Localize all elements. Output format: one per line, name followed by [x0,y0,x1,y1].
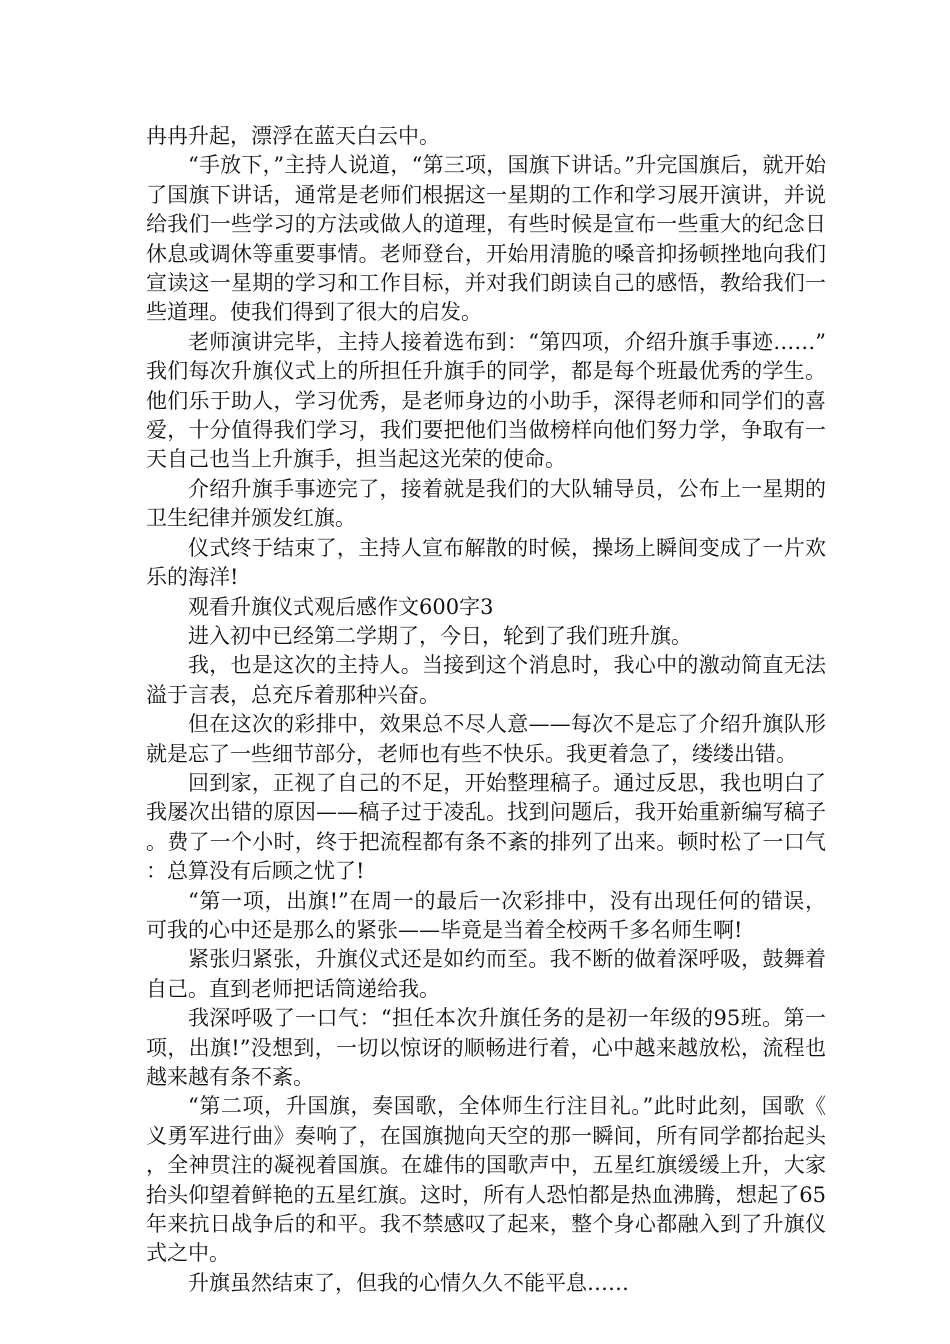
paragraph-rewrite-script: 回到家，正视了自己的不足，开始整理稿子。通过反思，我也明白了我屡次出错的原因——稿子过于凌乱。找到问题后，我开始重新编写稿子。费了一个小时，终于把流程都有条不紊的排列了出来。顿时松了一口气：总算没有后顾之忧了! [146,770,826,884]
paragraph-ceremony-arrives: 紧张归紧张，升旗仪式还是如约而至。我不断的做着深呼吸，鼓舞着自己。直到老师把话筒递给我。 [146,947,826,1001]
paragraph-our-turn: 进入初中已经第二学期了，今日，轮到了我们班升旗。 [188,623,692,648]
paragraph-host-speech: 我深呼吸了一口气：“担任本次升旗任务的是初一年级的95班。第一项，出旗!”没想到，一切以惊讶的顺畅进行着，心中越来越放松，流程也越来越有条不紊。 [146,1006,826,1089]
paragraph-flag-bearer-deeds: 老师演讲完毕，主持人接着选布到：“第四项，介绍升旗手事迹……”我们每次升旗仪式上的所担任升旗手的同学，都是每个班最优秀的学生。他们乐于助人，学习优秀，是老师身边的小助手，深得老师和同学们的喜爱，十分值得我们学习，我们要把他们当做榜样向他们努力学，争取有一天自己也当上升旗手，担当起这光荣的使命。 [146,329,826,472]
paragraph-anthem: “第二项，升国旗，奏国歌，全体师生行注目礼。”此时此刻，国歌《义勇军进行曲》奏响了，在国旗抛向天空的那一瞬间，所有同学都抬起头，全神贯注的凝视着国旗。在雄伟的国歌声中，五星红旗缓缓上升，大家抬头仰望着鲜艳的五星红旗。这时，所有人恐怕都是热血沸腾，想起了65年来抗日战争后的和平。我不禁感叹了起来，整个身心都融入到了升旗仪式之中。 [146,1094,826,1266]
paragraph-rehearsal-mistakes: 但在这次的彩排中，效果总不尽人意——每次不是忘了介绍升旗队形就是忘了一些细节部分，老师也有些不快乐。我更着急了，缕缕出错。 [146,712,826,766]
document-body [146,122,826,1298]
paragraph-red-flag-award: 介绍升旗手事迹完了，接着就是我们的大队辅导员，公布上一星期的卫生纪律并颁发红旗。 [146,476,826,531]
paragraph-continuation: 冉冉升起，漂浮在蓝天白云中。 [146,124,440,148]
essay-section-title: 观看升旗仪式观后感作文600字3 [188,594,494,619]
paragraph-closing: 升旗虽然结束了，但我的心情久久不能平息…… [188,1270,629,1295]
paragraph-ceremony-ends: 仪式终于结束了，主持人宣布解散的时候，操场上瞬间变成了一片欢乐的海洋! [146,535,826,590]
paragraph-final-rehearsal: “第一项，出旗!”在周一的最后一次彩排中，没有出现任何的错误，可我的心中还是那么的紧张——毕竟是当着全校两千多名师生啊! [146,888,826,942]
paragraph-host-excited: 我，也是这次的主持人。当接到这个消息时，我心中的激动简直无法溢于言表，总充斥着那种兴奋。 [146,653,826,707]
paragraph-speech-under-flag: “手放下，”主持人说道，“第三项，国旗下讲话。”升完国旗后，就开始了国旗下讲话，通常是老师们根据这一星期的工作和学习展开演讲，并说给我们一些学习的方法或做人的道理，有些时候是宣布一些重大的纪念日休息或调休等重要事情。老师登台，开始用清脆的嗓音抑扬顿挫地向我们宣读这一星期的学习和工作目标，并对我们朗读自己的感悟，教给我们一些道理。使我们得到了很大的启发。 [146,153,826,325]
